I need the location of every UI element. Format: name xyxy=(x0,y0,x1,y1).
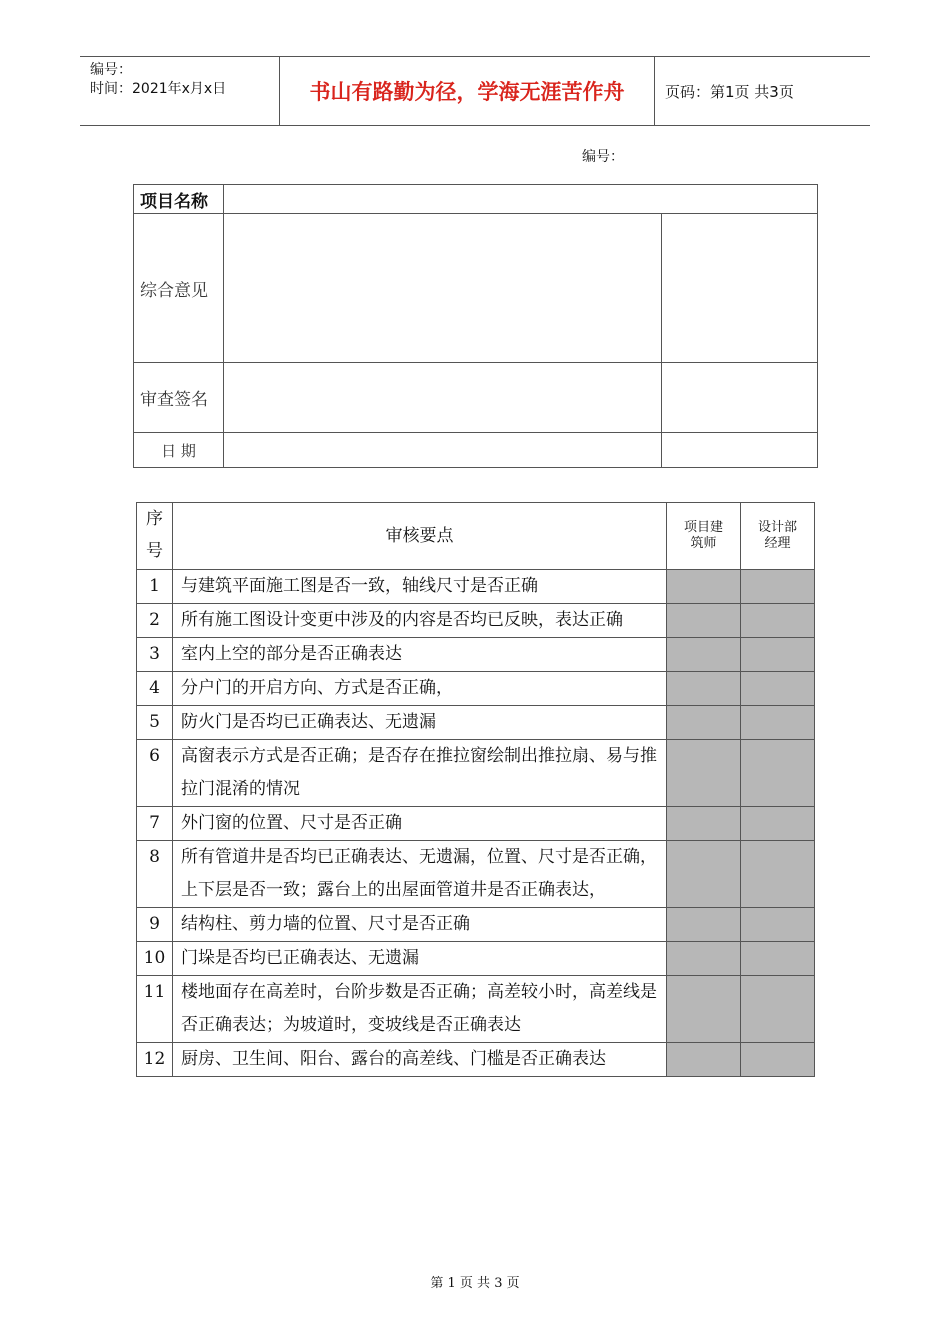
row-number: 7 xyxy=(137,807,173,841)
architect-check-cell[interactable] xyxy=(667,942,741,976)
header-manager xyxy=(741,503,815,570)
header-serial: 编号： xyxy=(90,62,132,78)
architect-check-cell[interactable] xyxy=(667,1043,741,1077)
row-number: 10 xyxy=(137,942,173,976)
header-manager-text: 设计部经理 xyxy=(757,520,797,551)
architect-check-cell[interactable] xyxy=(667,740,741,807)
summary-table xyxy=(133,184,818,468)
row-review-point: 所有施工图设计变更中涉及的内容是否均已反映，表达正确 xyxy=(173,604,667,638)
row-number: 2 xyxy=(137,604,173,638)
row-number: 12 xyxy=(137,1043,173,1077)
architect-check-cell[interactable] xyxy=(667,908,741,942)
review-rows xyxy=(137,570,815,1077)
opinion-extra-cell[interactable] xyxy=(662,214,818,363)
architect-check-cell[interactable] xyxy=(667,841,741,908)
table-row xyxy=(137,706,815,740)
row-number: 6 xyxy=(137,740,173,807)
row-review-point: 防火门是否均已正确表达、无遗漏 xyxy=(173,706,667,740)
manager-check-cell[interactable] xyxy=(741,841,815,908)
manager-check-cell[interactable] xyxy=(741,740,815,807)
row-number: 5 xyxy=(137,706,173,740)
architect-check-cell[interactable] xyxy=(667,807,741,841)
review-table xyxy=(136,502,815,1077)
manager-check-cell[interactable] xyxy=(741,976,815,1043)
row-number: 1 xyxy=(137,570,173,604)
row-review-point: 门垛是否均已正确表达、无遗漏 xyxy=(173,942,667,976)
date-label: 日 期 xyxy=(134,433,224,468)
signature-cell[interactable] xyxy=(224,363,662,433)
header-architect xyxy=(667,503,741,570)
architect-check-cell[interactable] xyxy=(667,638,741,672)
architect-check-cell[interactable] xyxy=(667,706,741,740)
header-page-info: 页码：第1页 共3页 xyxy=(665,82,794,101)
manager-check-cell[interactable] xyxy=(741,706,815,740)
date-cell[interactable] xyxy=(224,433,662,468)
manager-check-cell[interactable] xyxy=(741,672,815,706)
project-name-cell[interactable] xyxy=(224,185,818,214)
row-review-point: 楼地面存在高差时，台阶步数是否正确；高差较小时，高差线是否正确表达；为坡道时，变坡线是否正确表达 xyxy=(173,976,667,1043)
row-review-point: 与建筑平面施工图是否一致，轴线尺寸是否正确 xyxy=(173,570,667,604)
row-number: 11 xyxy=(137,976,173,1043)
row-number: 3 xyxy=(137,638,173,672)
manager-check-cell[interactable] xyxy=(741,908,815,942)
manager-check-cell[interactable] xyxy=(741,807,815,841)
table-row xyxy=(137,638,815,672)
table-row xyxy=(137,740,815,807)
row-number: 9 xyxy=(137,908,173,942)
manager-check-cell[interactable] xyxy=(741,570,815,604)
project-name-label: 项目名称 xyxy=(134,185,224,214)
table-row xyxy=(137,807,815,841)
date-extra-cell[interactable] xyxy=(662,433,818,468)
row-review-point: 结构柱、剪力墙的位置、尺寸是否正确 xyxy=(173,908,667,942)
row-review-point: 外门窗的位置、尺寸是否正确 xyxy=(173,807,667,841)
row-review-point: 室内上空的部分是否正确表达 xyxy=(173,638,667,672)
page-footer: 第 1 页 共 3 页 xyxy=(430,1276,520,1291)
table-row xyxy=(137,604,815,638)
header-meta xyxy=(80,57,280,125)
row-number: 4 xyxy=(137,672,173,706)
table-row xyxy=(137,942,815,976)
header-motto: 书山有路勤为径，学海无涯苦作舟 xyxy=(280,57,655,125)
manager-check-cell[interactable] xyxy=(741,604,815,638)
header-architect-text: 项目建筑师 xyxy=(683,520,723,551)
table-row xyxy=(137,976,815,1043)
row-review-point: 厨房、卫生间、阳台、露台的高差线、门槛是否正确表达 xyxy=(173,1043,667,1077)
table-row xyxy=(137,672,815,706)
table-row xyxy=(137,908,815,942)
signature-extra-cell[interactable] xyxy=(662,363,818,433)
opinion-label: 综合意见 xyxy=(134,214,224,363)
architect-check-cell[interactable] xyxy=(667,976,741,1043)
header-points: 审核要点 xyxy=(173,503,667,570)
opinion-cell[interactable] xyxy=(224,214,662,363)
header-time: 时间：2021年x月x日 xyxy=(90,81,227,97)
signature-label: 审查签名 xyxy=(134,363,224,433)
architect-check-cell[interactable] xyxy=(667,672,741,706)
row-review-point: 高窗表示方式是否正确；是否存在推拉窗绘制出推拉扇、易与推拉门混淆的情况 xyxy=(173,740,667,807)
row-review-point: 所有管道井是否均已正确表达、无遗漏，位置、尺寸是否正确，上下层是否一致；露台上的出屋面管道井是否正确表达， xyxy=(173,841,667,908)
architect-check-cell[interactable] xyxy=(667,570,741,604)
architect-check-cell[interactable] xyxy=(667,604,741,638)
table-row xyxy=(137,1043,815,1077)
manager-check-cell[interactable] xyxy=(741,638,815,672)
manager-check-cell[interactable] xyxy=(741,942,815,976)
row-review-point: 分户门的开启方向、方式是否正确， xyxy=(173,672,667,706)
document-serial: 编号： xyxy=(582,149,624,165)
manager-check-cell[interactable] xyxy=(741,1043,815,1077)
page-header xyxy=(80,56,870,126)
row-number: 8 xyxy=(137,841,173,908)
table-row xyxy=(137,841,815,908)
header-index: 序号 xyxy=(137,503,173,570)
table-row xyxy=(137,570,815,604)
